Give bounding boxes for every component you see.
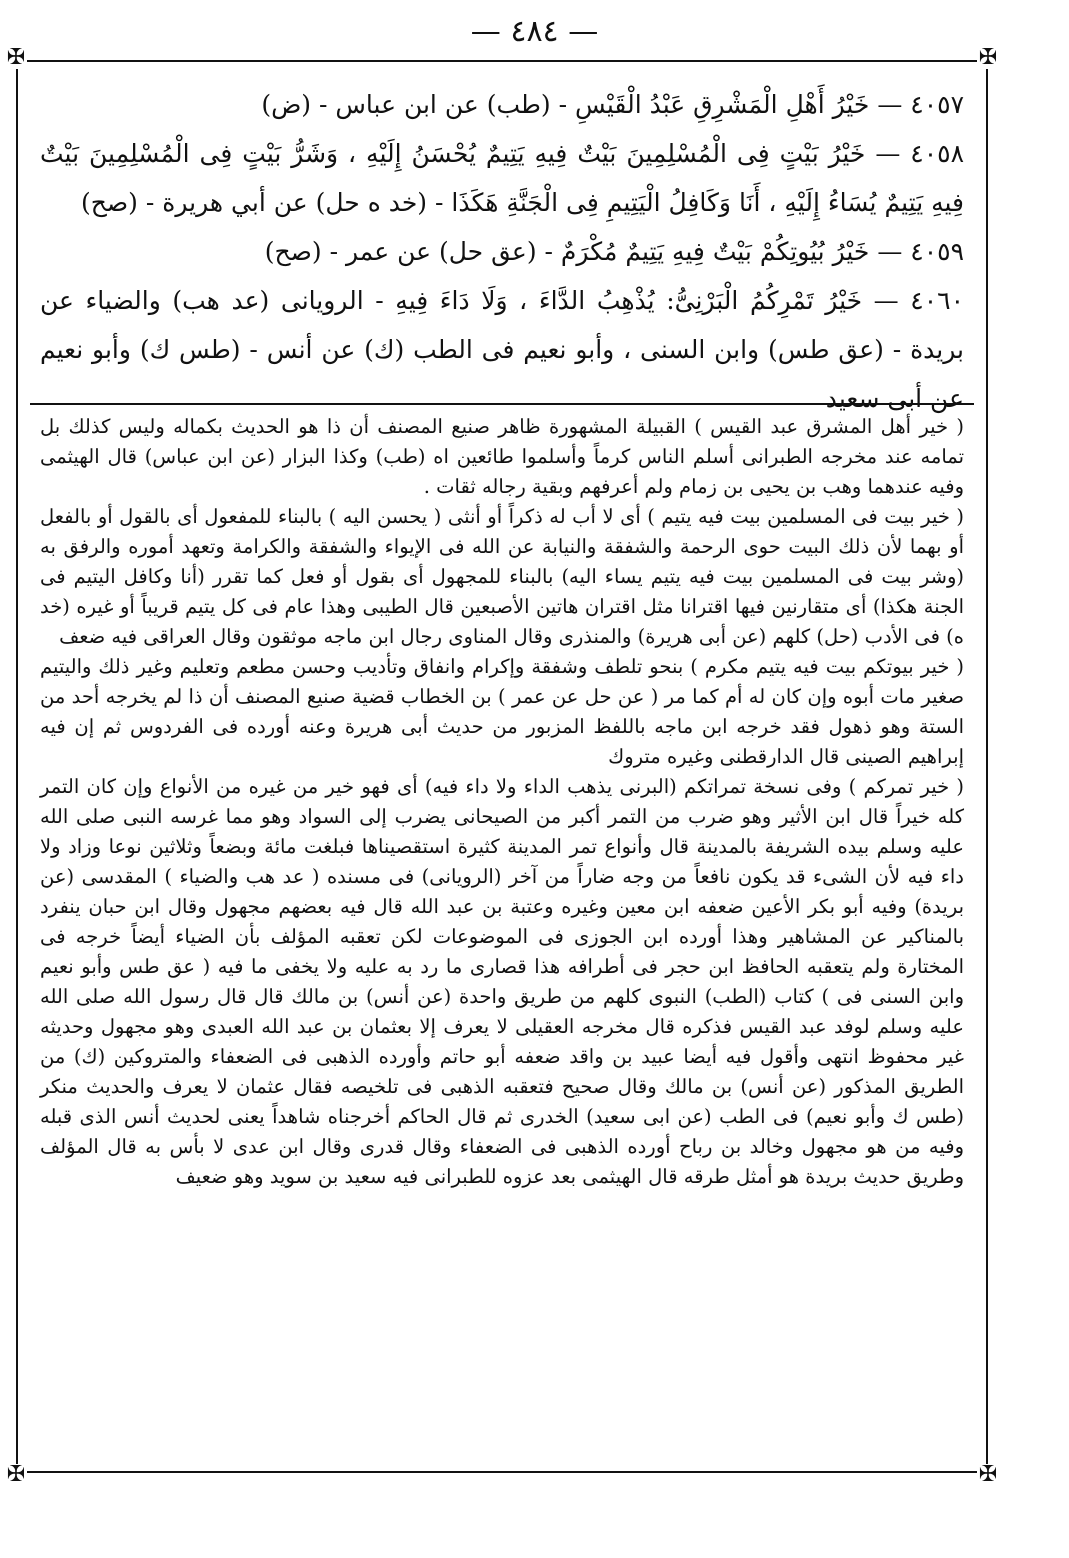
corner-ornament-icon: ✠ [978,1462,998,1487]
frame-bottom-rule [18,1471,986,1473]
frame-top-rule [18,60,986,62]
commentary-section [40,412,964,1467]
section-divider [30,403,974,405]
page-number: — ٤٨٤ — [470,14,599,49]
commentary-paragraph: ( خير أهل المشرق عبد القيس ) القبيلة المشهورة ظاهر صنيع المصنف أن ذا هو الحديث بكماله وليس كذلك بل تمامه عند مخرجه الطبرانى أسلم الناس كرماً وأسلموا طائعين اه (طب) وكذا البزار (عن ابن عباس) قال الهيثمى وفيه عندهما وهب بن يحيى بن زمام ولم أعرفهم وبقية رجاله ثقات . [40,415,964,498]
page-frame [6,45,998,1487]
commentary-paragraph: ( خير بيوتكم بيت فيه يتيم مكرم ) بنحو تلطف وشفقة وإكرام وانفاق وتأديب وحسن مطعم وتعليم وغير ذلك واليتيم صغير مات أبوه وإن كان له أم كما مر ( عن حل عن عمر ) بن الخطاب قضية صنيع المصنف أن ذا لم يخرجه أحد من الستة وهو ذهول فقد خرجه ابن ماجه باللفظ المزبور من حديث أبى هريرة وعنه أورده فى الفردوس ثم إن فيه إبراهيم الصينى قال الدارقطنى وغيره متروك [40,655,964,768]
hadith-4060: ٤٠٦٠ — خَيْرُ تَمْرِكُمُ الْبَرْنِىُّ: يُذْهِبُ الدَّاءَ ، وَلَا دَاءَ فِيهِ - الرويانى (عد هب) والضياء عن بريدة - (عق طس) وابن السنى ، وأبو نعيم فى الطب (ك) عن أنس - (طس ك) وأبو نعيم عن أبى سعيد [40,286,964,413]
corner-ornament-icon: ✠ [6,1462,26,1487]
hadith-4059: ٤٠٥٩ — خَيْرُ بُيُوتِكُمْ بَيْتٌ فِيهِ يَتِيمٌ مُكْرَمٌ - (عق حل) عن عمر - (صح) [264,237,964,266]
corner-ornament-icon: ✠ [978,45,998,70]
corner-ornament-icon: ✠ [6,45,26,70]
hadith-text-section [40,80,964,413]
commentary-paragraph: ( خير بيت فى المسلمين بيت فيه يتيم ) أى لا أب له ذكراً أو أنثى ( يحسن اليه ) بالبناء للمفعول أى بالقول أو بالفعل أو بهما لأن ذلك البيت حوى الرحمة والشفقة والنيابة عن الله فى الإيواء والشفقة والكرامة وتعهد أموره والرفق به (وشر بيت فى المسلمين بيت فيه يتيم يساء اليه) بالبناء للمجهول أى بقول أو فعل كما تقرر (أنا وكافل اليتيم فى الجنة هكذا) أى متقارنين فيها اقترانا مثل اقتران هاتين الأصبعين قال الطيبى وهذا عام فى كل يتيم قريباً أو غيره (خد ه) فى الأدب (حل) كلهم (عن أبى هريرة) والمنذرى وقال المناوى رجال ابن ماجه موثقون وقال العراقى فيه ضعف [40,505,964,648]
hadith-4057: ٤٠٥٧ — خَيْرُ أَهْلِ الْمَشْرِقِ عَبْدُ الْقَيْسِ - (طب) عن ابن عباس - (ض) [261,90,964,119]
hadith-4058: ٤٠٥٨ — خَيْرُ بَيْتٍ فِى الْمُسْلِمِينَ بَيْتٌ فِيهِ يَتِيمٌ يُحْسَنُ إِلَيْهِ ، وَشَرُّ بَيْتٍ فِى الْمُسْلِمِينَ بَيْتٌ فِيهِ يَتِيمٌ يُسَاءُ إِلَيْهِ ، أَنَا وَكَافِلُ الْيَتِيمِ فِى الْجَنَّةِ هَكَذَا - (خد ه حل) عن أبي هريرة - (صح) [40,139,964,217]
commentary-paragraph: ( خير تمركم ) وفى نسخة تمراتكم (البرنى يذهب الداء ولا داء فيه) أى فهو خير من غيره من الأنواع وإن كان التمر كله خيراً قال ابن الأثير وهو ضرب من التمر أكبر من الصيحانى يضرب إلى السواد وهو مما غرسه النبى صلى الله عليه وسلم بيده الشريفة بالمدينة قال وأنواع تمر المدينة كثيرة استقصيناها فبلغت مائة وبضعاً وثلاثين نوعا وزاد ولا داء فيه لأن الشىء قد يكون نافعاً من وجه ضاراً من آخر (الرويانى) فى مسنده ( عد هب والضياء ) المقدسى (عن بريدة) وفيه أبو بكر الأعين ضعفه ابن معين وغيره وعتبة بن عبد الله قال فيه بعضهم مجهول وقال ابن حبان ينفرد بالمناكير عن المشاهير وهذا أورده ابن الجوزى فى الموضوعات لكن تعقبه المؤلف بأن الضياء أيضاً خرجه فى المختارة ولم يتعقبه الحافظ ابن حجر فى أطرافه هذا قصارى ما رد به عليه ولا يخفى ما فيه ( عق طس وأبو نعيم وابن السنى فى ) كتاب (الطب) النبوى كلهم من طريق واحدة (عن أنس) بن مالك قال قال رسول الله صلى الله عليه وسلم لوفد عبد القيس فذكره قال مخرجه العقيلى لا يعرف إلا بعثمان بن عبد الله العبدى وهو مجهول وحديثه غير محفوظ انتهى وأقول فيه أيضا عبيد بن واقد ضعفه أبو حاتم وأورده الذهبى فى الضعفاء والمتروكين (ك) من الطريق المذكور (عن أنس) بن مالك وقال صحيح فتعقبه الذهبى فى تلخيصه فقال عثمان لا يعرف والحديث منكر (طس ك وأبو نعيم) فى الطب (عن ابى سعيد) الخدرى ثم قال الحاكم أخرجناه شاهداً يعنى لحديث أنس الذى قبله وفيه من هو مجهول وخالد بن رباح أورده الذهبى فى الضعفاء وقال قدرى وقال ابن عدى لا بأس به قال المؤلف وطريق حديث بريدة هو أمثل طرقه قال الهيثمى بعد عزوه للطبرانى فيه سعيد بن سويد وهو ضعيف [40,775,964,1188]
